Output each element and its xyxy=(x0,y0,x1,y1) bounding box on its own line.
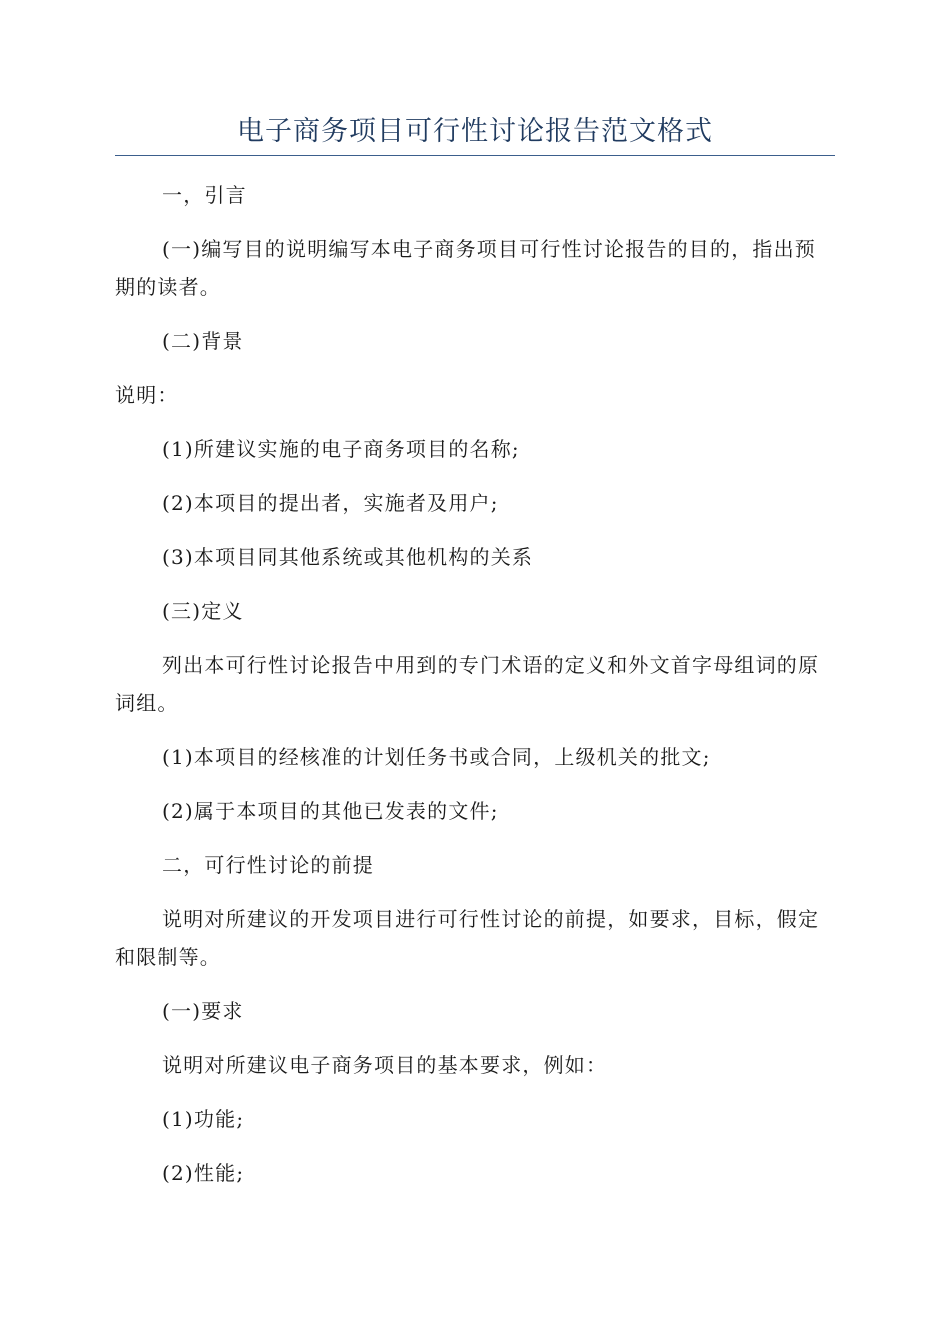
paragraph-item-proposer: (2)本项目的提出者，实施者及用户; xyxy=(162,491,499,515)
paragraph-background-heading: (二)背景 xyxy=(162,329,244,353)
paragraph-item-documents: (2)属于本项目的其他已发表的文件; xyxy=(162,799,499,823)
paragraph-requirements-body: 说明对所建议电子商务项目的基本要求，例如： xyxy=(162,1053,608,1077)
paragraph-premise-heading: 二，可行性讨论的前提 xyxy=(162,853,374,877)
document-title: 电子商务项目可行性讨论报告范文格式 xyxy=(237,116,713,147)
title-underline xyxy=(115,155,835,156)
paragraph-item-performance: (2)性能; xyxy=(162,1161,245,1185)
paragraph-item-approval: (1)本项目的经核准的计划任务书或合同，上级机关的批文; xyxy=(162,745,711,769)
paragraph-item-relations: (3)本项目同其他系统或其他机构的关系 xyxy=(162,545,534,569)
paragraph-purpose: (一)编写目的说明编写本电子商务项目可行性讨论报告的目的，指出预期的读者。 xyxy=(115,237,817,299)
paragraph-item-function: (1)功能; xyxy=(162,1107,245,1131)
paragraph-definition-heading: (三)定义 xyxy=(162,599,244,623)
paragraph-explanation-label: 说明： xyxy=(115,383,179,407)
paragraph-intro-heading: 一，引言 xyxy=(162,183,247,207)
paragraph-premise-body: 说明对所建议的开发项目进行可行性讨论的前提，如要求，目标，假定和限制等。 xyxy=(115,907,820,969)
paragraph-requirements-heading: (一)要求 xyxy=(162,999,244,1023)
paragraph-item-project-name: (1)所建议实施的电子商务项目的名称; xyxy=(162,437,520,461)
paragraph-definition-body: 列出本可行性讨论报告中用到的专门术语的定义和外文首字母组词的原词组。 xyxy=(115,653,820,715)
